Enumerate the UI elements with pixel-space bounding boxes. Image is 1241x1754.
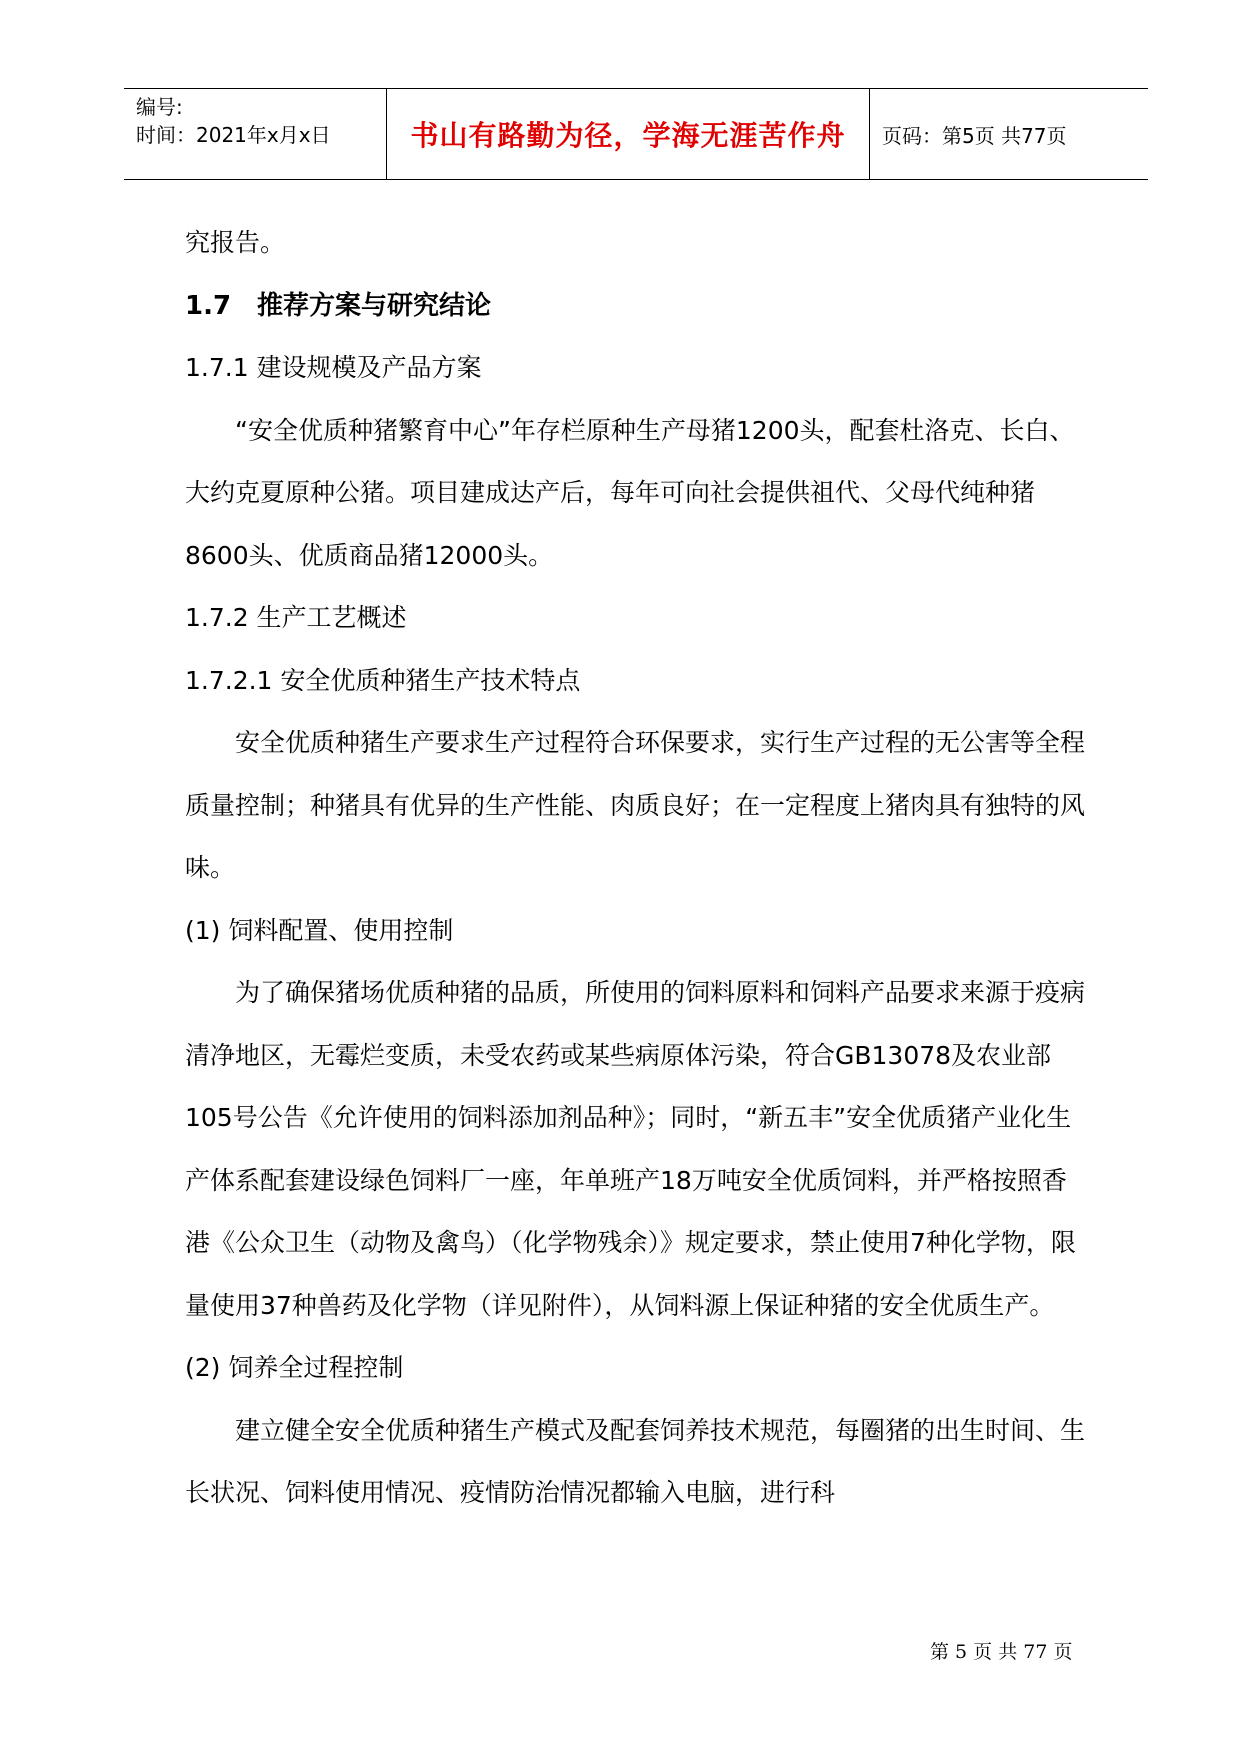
header-meta xyxy=(124,89,386,179)
paragraph-features: 安全优质种猪生产要求生产过程符合环保要求，实行生产过程的无公害等全程质量控制；种猪具有优异的生产性能、肉质良好；在一定程度上猪肉具有独特的风味。 xyxy=(185,728,1086,882)
subsection-heading-1-7-2-1: 1.7.2.1 安全优质种猪生产技术特点 xyxy=(185,665,581,695)
header-page-info: 页码：第5页 共77页 xyxy=(882,123,1067,148)
item-heading-1: (1) 饲料配置、使用控制 xyxy=(185,915,454,945)
item-heading-2: (2) 饲养全过程控制 xyxy=(185,1353,404,1382)
header-number-label: 编号: xyxy=(136,95,183,119)
subsection-heading-1-7-1: 1.7.1 建设规模及产品方案 xyxy=(185,353,482,382)
paragraph-scale: “安全优质种猪繁育中心”年存栏原种生产母猪1200头，配套杜洛克、长白、大约克夏原种公猪。项目建成达产后，每年可向社会提供祖代、父母代纯种猪8600头、优质商品猪12000头。 xyxy=(185,415,1075,570)
document-body xyxy=(185,212,1090,1525)
paragraph-feed-control: 为了确保猪场优质种猪的品质，所使用的饲料原料和饲料产品要求来源于疫病清净地区，无霉烂变质，未受农药或某些病原体污染，符合GB13078及农业部105号公告《允许使用的饲料添加剂品种》；同时，“新五丰”安全优质猪产业化生产体系配套建设绿色饲料厂一座，年单班产18万吨安全优质饲料，并严格按照香港《公众卫生（动物及禽鸟）（化学物残余）》规定要求，禁止使用7种化学物，限量使用37种兽药及化学物（详见附件），从饲料源上保证种猪的安全优质生产。 xyxy=(185,978,1086,1320)
section-title: 1.7 推荐方案与研究结论 xyxy=(185,290,492,321)
header-date: 时间：2021年x月x日 xyxy=(136,123,331,147)
header-motto: 书山有路勤为径，学海无涯苦作舟 xyxy=(386,89,870,179)
page-footer: 第 5 页 共 77 页 xyxy=(930,1641,1073,1663)
paragraph-continuation: 究报告。 xyxy=(185,228,286,257)
subsection-heading-1-7-2: 1.7.2 生产工艺概述 xyxy=(185,603,407,632)
page-header xyxy=(124,88,1148,180)
paragraph-process-control: 建立健全安全优质种猪生产模式及配套饲养技术规范，每圈猪的出生时间、生长状况、饲料使用情况、疫情防治情况都输入电脑，进行科 xyxy=(185,1415,1086,1507)
